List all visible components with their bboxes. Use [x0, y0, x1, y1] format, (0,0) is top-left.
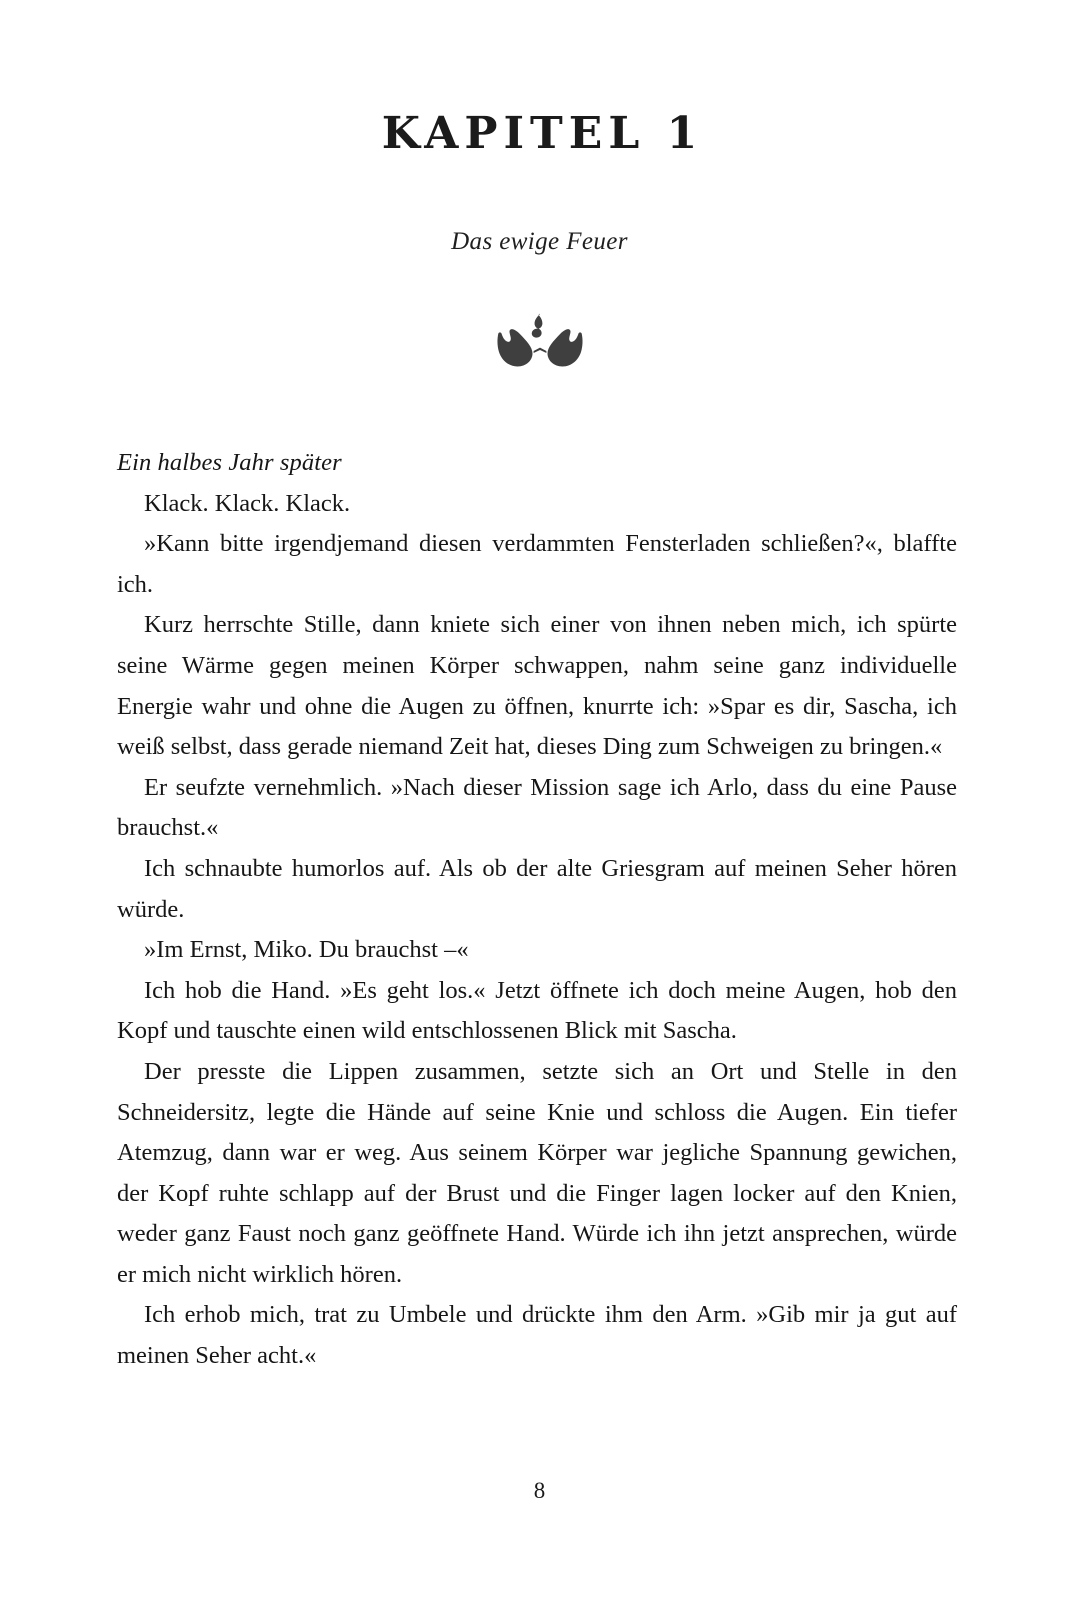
flame-flourish-ornament — [488, 312, 592, 368]
paragraph: Ich hob die Hand. »Es geht los.« Jetzt öffnete ich doch meine Augen, hob den Kopf und tauschte einen wild entschlossenen Blick mit Sascha. — [117, 976, 957, 1045]
paragraph: Ich erhob mich, trat zu Umbele und drückte ihm den Arm. »Gib mir ja gut auf meinen Seher acht.« — [117, 1301, 957, 1370]
paragraph: Er seufzte vernehmlich. »Nach dieser Mission sage ich Arlo, dass du eine Pause brauchst.« — [117, 773, 957, 842]
paragraph: Kurz herrschte Stille, dann kniete sich einer von ihnen neben mich, ich spürte seine Wärme gegen meinen Körper schwappen, nahm seine ganz individuelle Energie wahr und ohne die Augen zu öffnen, knurrte ich: »Spar es dir, Sascha, ich weiß selbst, dass gerade niemand Zeit hat, dieses Ding zum Schweigen zu bringen.« — [117, 611, 957, 761]
chapter-header — [0, 108, 1079, 255]
chapter-title: KAPITEL 1 — [381, 108, 704, 159]
paragraph: »Kann bitte irgendjemand diesen verdammten Fensterladen schließen?«, blaffte ich. — [117, 530, 957, 598]
paragraph: Klack. Klack. Klack. — [144, 489, 351, 517]
ornament-container — [0, 312, 1079, 368]
paragraph: Ich schnaubte humorlos auf. Als ob der alte Griesgram auf meinen Seher hören würde. — [117, 854, 957, 923]
page-number: 8 — [533, 1478, 546, 1503]
paragraph: »Im Ernst, Miko. Du brauchst –« — [144, 936, 469, 964]
paragraph: Der presste die Lippen zusammen, setzte sich an Ort und Stelle in den Schneidersitz, legte die Hände auf seine Knie und schloss die Augen. Ein tiefer Atemzug, dann war er weg. Aus seinem Körper war jegliche Spannung gewichen, der Kopf ruhte schlapp auf der Brust und die Finger lagen locker auf den Knien, weder ganz Faust noch ganz geöffnete Hand. Würde ich ihn jetzt ansprechen, würde er mich nicht wirklich hören. — [117, 1057, 957, 1288]
paragraph-time-marker: Ein halbes Jahr später — [117, 449, 342, 476]
body-text — [117, 443, 957, 1377]
chapter-subtitle: Das ewige Feuer — [451, 228, 628, 255]
